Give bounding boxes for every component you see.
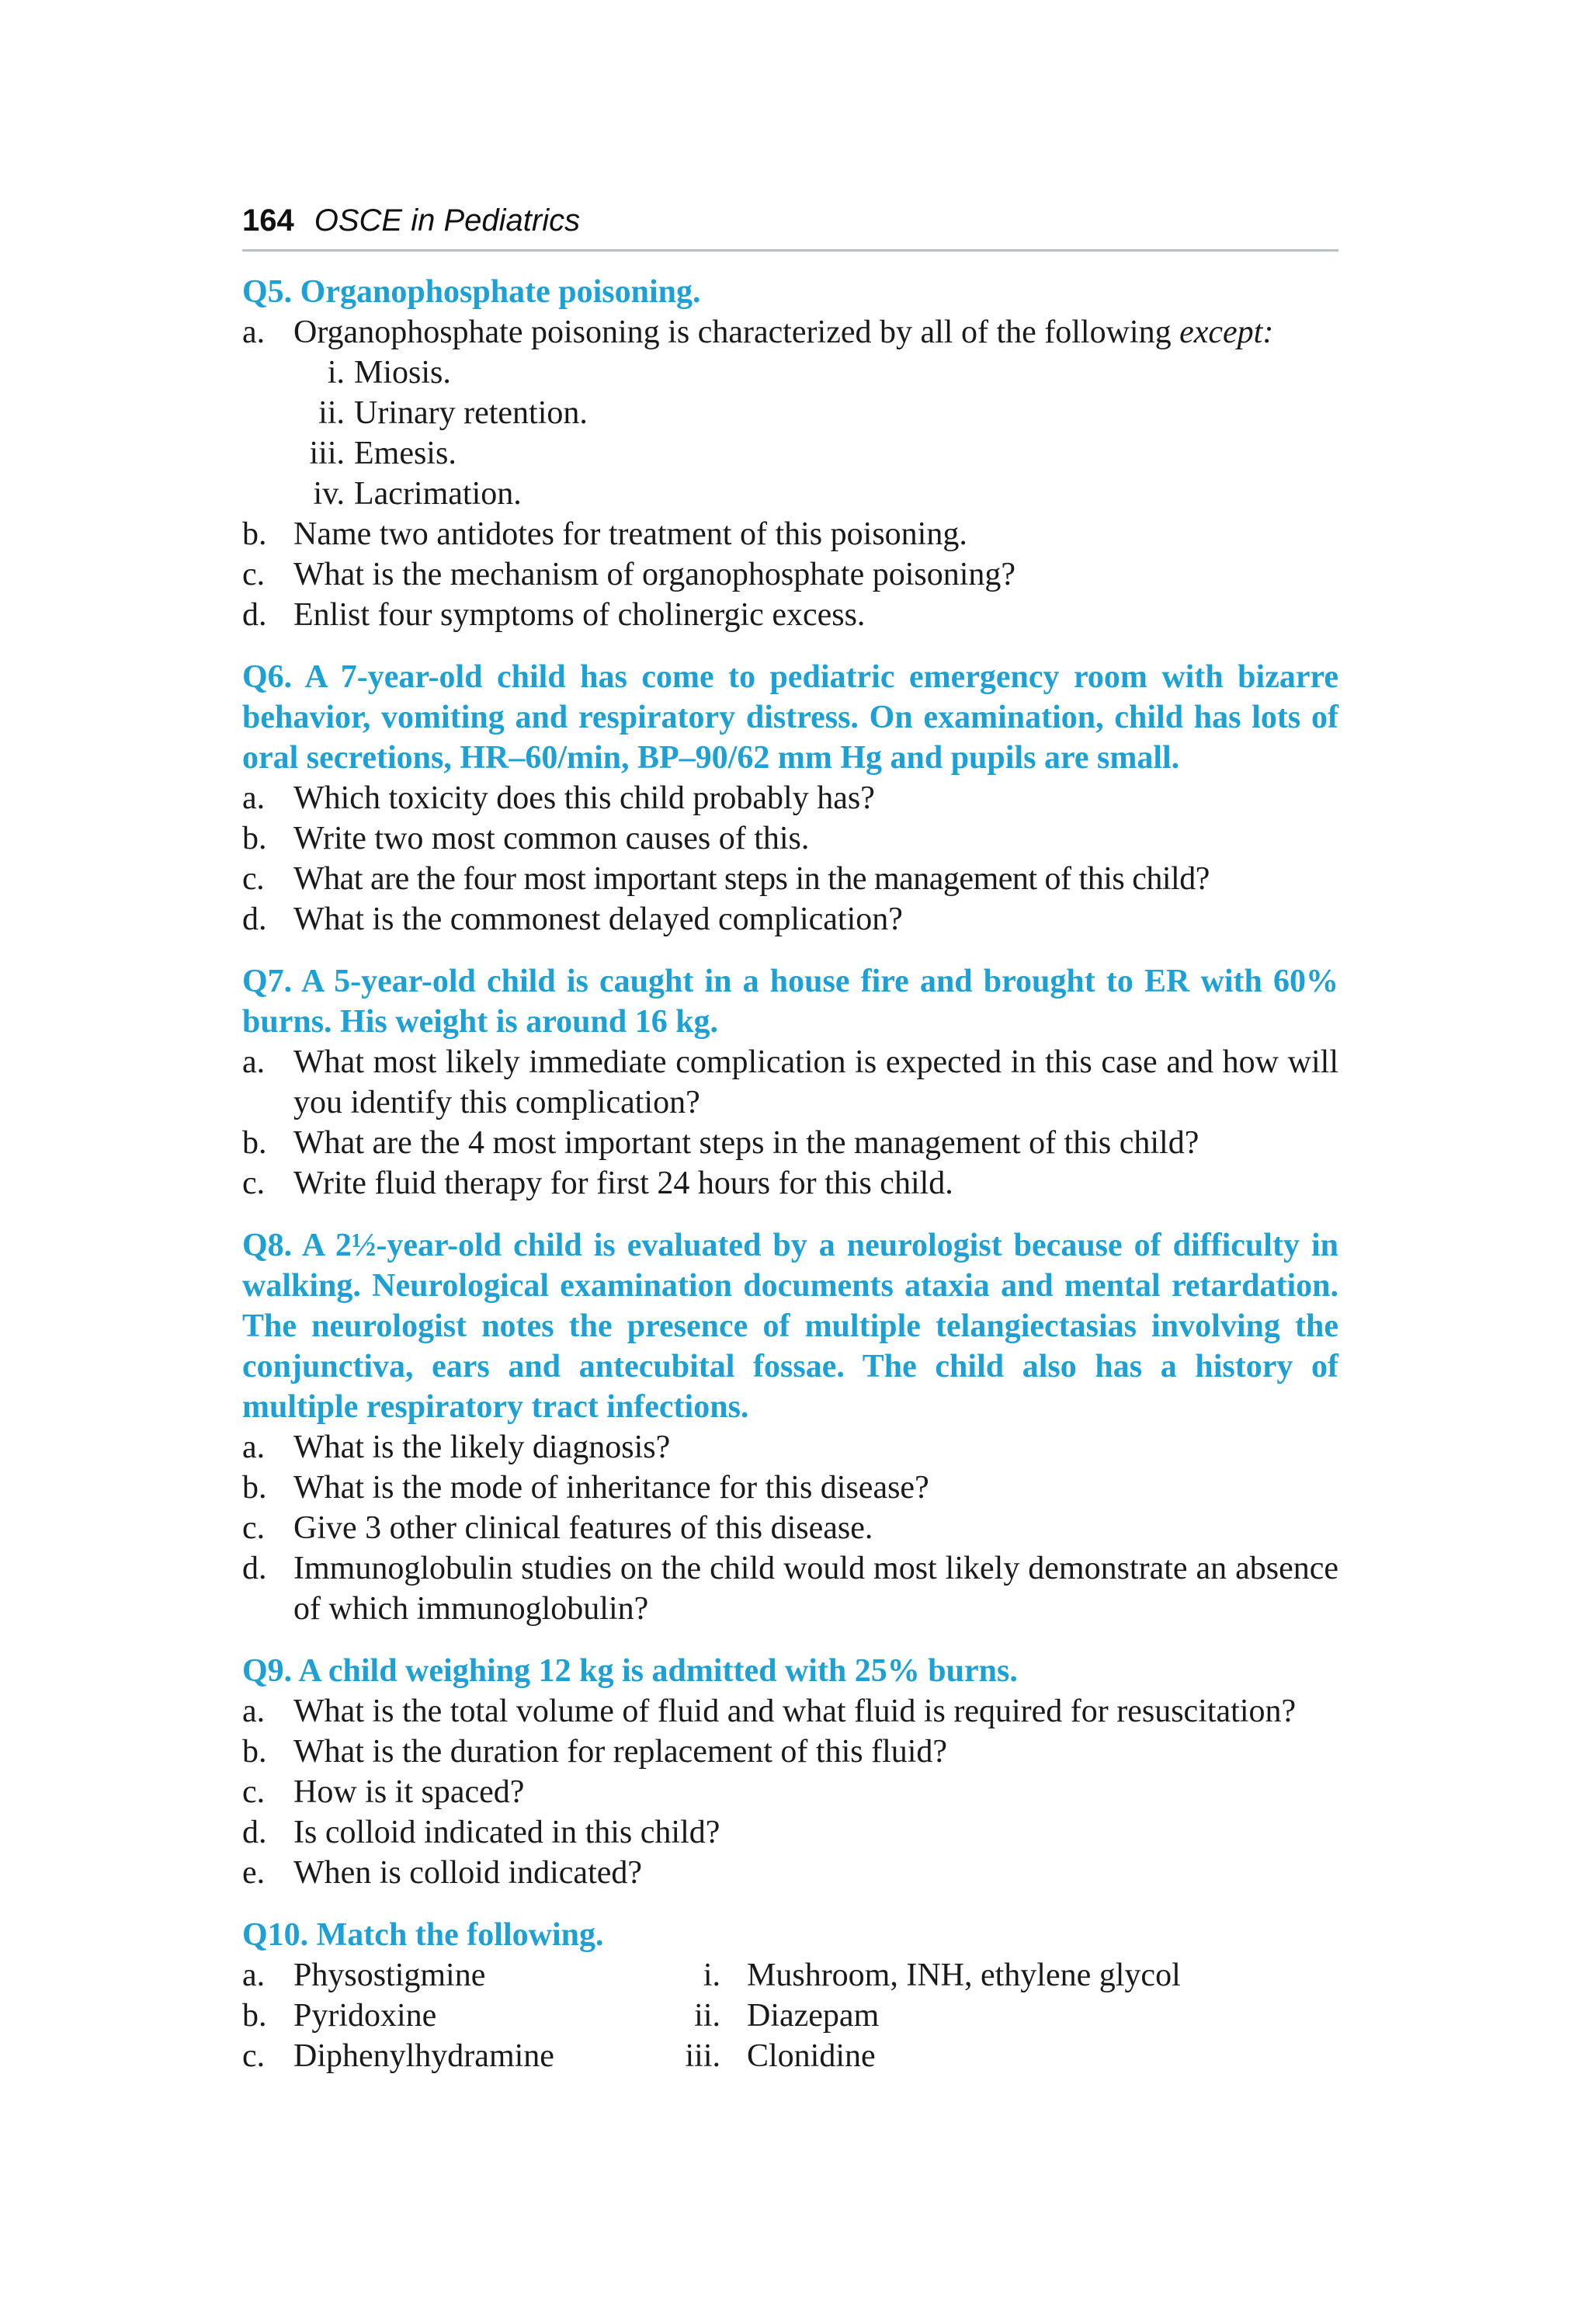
option-marker: iii.: [309, 436, 345, 471]
item-text: Which toxicity does this child probably has?: [293, 780, 875, 816]
question-9: [242, 1651, 1338, 1893]
item-marker: a.: [242, 314, 266, 350]
item-marker: c.: [242, 1165, 266, 1201]
option-marker: iv.: [313, 476, 345, 512]
match-right-marker: iii.: [685, 2038, 720, 2074]
match-right-marker: ii.: [694, 1998, 720, 2034]
list-item: [242, 514, 1338, 554]
item-text: How is it spaced?: [293, 1774, 525, 1810]
item-text: What are the 4 most important steps in the management of this child?: [293, 1125, 1199, 1161]
list-item: [242, 1123, 1338, 1163]
question-title: Q8. A 2½-year-old child is evaluated by a neurologist because of difficulty in walking. Neurological examination documents ataxia and mental retardation. The neurologist notes the presence of multiple telangiectasias involving the conjunctiva, ears and antecubital fossae. The child also has a history of multiple respiratory tract infections.: [242, 1228, 1338, 1425]
match-right-text: Clonidine: [747, 2038, 876, 2074]
option-text: Lacrimation.: [354, 476, 522, 512]
item-marker: d.: [242, 1815, 267, 1850]
match-left-marker: a.: [242, 1958, 266, 1993]
question-items: [242, 1042, 1338, 1204]
item-marker: a.: [242, 780, 266, 816]
item-marker: b.: [242, 821, 267, 856]
question-title: Q7. A 5-year-old child is caught in a house fire and brought to ER with 60% burns. His weight is around 16 kg.: [242, 964, 1338, 1040]
list-item: [242, 1427, 1338, 1468]
item-text: What is the commonest delayed complication?: [293, 901, 903, 937]
item-text: Name two antidotes for treatment of this poisoning.: [293, 516, 967, 552]
item-emphasis: except:: [1179, 314, 1274, 350]
match-left-marker: b.: [242, 1998, 267, 2034]
option-list: [293, 353, 1338, 514]
list-item: [242, 595, 1338, 635]
question-10: [242, 1915, 1338, 2076]
list-item: [242, 899, 1338, 940]
item-marker: c.: [242, 1774, 266, 1810]
item-text: Enlist four symptoms of cholinergic excess.: [293, 597, 866, 633]
page: [242, 194, 1338, 2076]
item-marker: b.: [242, 1470, 267, 1506]
item-text: When is colloid indicated?: [293, 1855, 643, 1891]
item-marker: c.: [242, 557, 266, 592]
match-row: [242, 2036, 1338, 2076]
match-left-text: Physostigmine: [293, 1958, 486, 1993]
item-marker: b.: [242, 516, 267, 552]
list-item: [242, 1812, 1338, 1853]
match-row: [242, 1996, 1338, 2036]
item-marker: b.: [242, 1125, 267, 1161]
question-6: [242, 657, 1338, 940]
list-item: [242, 818, 1338, 859]
list-item: [242, 1042, 1338, 1123]
item-text: What most likely immediate complication is expected in this case and how will you identify this complication?: [293, 1044, 1338, 1120]
option-marker: ii.: [318, 395, 345, 431]
option-marker: i.: [327, 355, 345, 391]
item-text: Write fluid therapy for first 24 hours for this child.: [293, 1165, 953, 1201]
question-5: [242, 272, 1338, 635]
question-items: [242, 1427, 1338, 1629]
match-right-text: Diazepam: [747, 1998, 880, 2034]
option-item: [293, 393, 1338, 433]
question-title: Q5. Organophosphate poisoning.: [242, 274, 701, 310]
item-text: Immunoglobulin studies on the child would most likely demonstrate an absence of which immunoglobulin?: [293, 1551, 1338, 1627]
match-left-marker: c.: [242, 2038, 266, 2074]
match-table: [242, 1955, 1338, 2076]
item-marker: c.: [242, 1510, 266, 1546]
item-marker: d.: [242, 901, 267, 937]
list-item: [242, 1508, 1338, 1548]
item-text: Give 3 other clinical features of this disease.: [293, 1510, 873, 1546]
item-text: Write two most common causes of this.: [293, 821, 810, 856]
question-title: Q6. A 7-year-old child has come to pediatric emergency room with bizarre behavior, vomiting and respiratory distress. On examination, child has lots of oral secretions, HR–60/min, BP–90/62 mm Hg and pupils are small.: [242, 659, 1338, 776]
list-item: [242, 554, 1338, 595]
match-left-text: Pyridoxine: [293, 1998, 437, 2034]
list-item: [242, 1853, 1338, 1893]
item-text: What is the likely diagnosis?: [293, 1429, 671, 1465]
item-marker: a.: [242, 1693, 266, 1729]
list-item: [242, 1772, 1338, 1812]
item-text: What is the mechanism of organophosphate poisoning?: [293, 557, 1016, 592]
list-item: [242, 778, 1338, 818]
match-right-marker: i.: [703, 1958, 720, 1993]
question-title: Q10. Match the following.: [242, 1917, 604, 1953]
option-text: Urinary retention.: [354, 395, 588, 431]
item-text: Is colloid indicated in this child?: [293, 1815, 720, 1850]
item-marker: c.: [242, 861, 265, 897]
option-text: Miosis.: [354, 355, 451, 391]
match-row: [242, 1955, 1338, 1996]
option-item: [293, 433, 1338, 474]
option-item: [293, 474, 1338, 514]
list-item: [242, 1691, 1338, 1732]
match-right-text: Mushroom, INH, ethylene glycol: [747, 1958, 1181, 1993]
book-title: OSCE in Pediatrics: [314, 203, 581, 238]
option-item: [293, 353, 1338, 393]
item-marker: a.: [242, 1429, 266, 1465]
item-text: What is the mode of inheritance for this disease?: [293, 1470, 929, 1506]
list-item: [242, 1163, 1338, 1204]
question-items: [242, 1691, 1338, 1893]
item-marker: d.: [242, 1551, 267, 1586]
list-item: [242, 1468, 1338, 1508]
list-item: [242, 1548, 1338, 1629]
option-text: Emesis.: [354, 436, 457, 471]
item-marker: b.: [242, 1734, 267, 1770]
item-text: What is the duration for replacement of this fluid?: [293, 1734, 948, 1770]
item-marker: e.: [242, 1855, 266, 1891]
running-head: [242, 194, 1338, 252]
question-title: Q9. A child weighing 12 kg is admitted with 25% burns.: [242, 1653, 1018, 1689]
match-left-text: Diphenylhydramine: [293, 2038, 554, 2074]
question-8: [242, 1225, 1338, 1629]
list-item: [242, 859, 1338, 899]
list-item: [242, 1732, 1338, 1772]
item-text: What is the total volume of fluid and what fluid is required for resuscitation?: [293, 1693, 1297, 1729]
item-marker: a.: [242, 1044, 266, 1080]
question-7: [242, 961, 1338, 1204]
item-text: Organophosphate poisoning is characterized by all of the following: [293, 314, 1180, 350]
list-item: [242, 312, 1338, 514]
question-items: [242, 778, 1338, 940]
item-text: What are the four most important steps in the management of this child?: [293, 861, 1210, 897]
question-items: [242, 312, 1338, 635]
item-marker: d.: [242, 597, 267, 633]
page-number: 164: [242, 203, 294, 238]
